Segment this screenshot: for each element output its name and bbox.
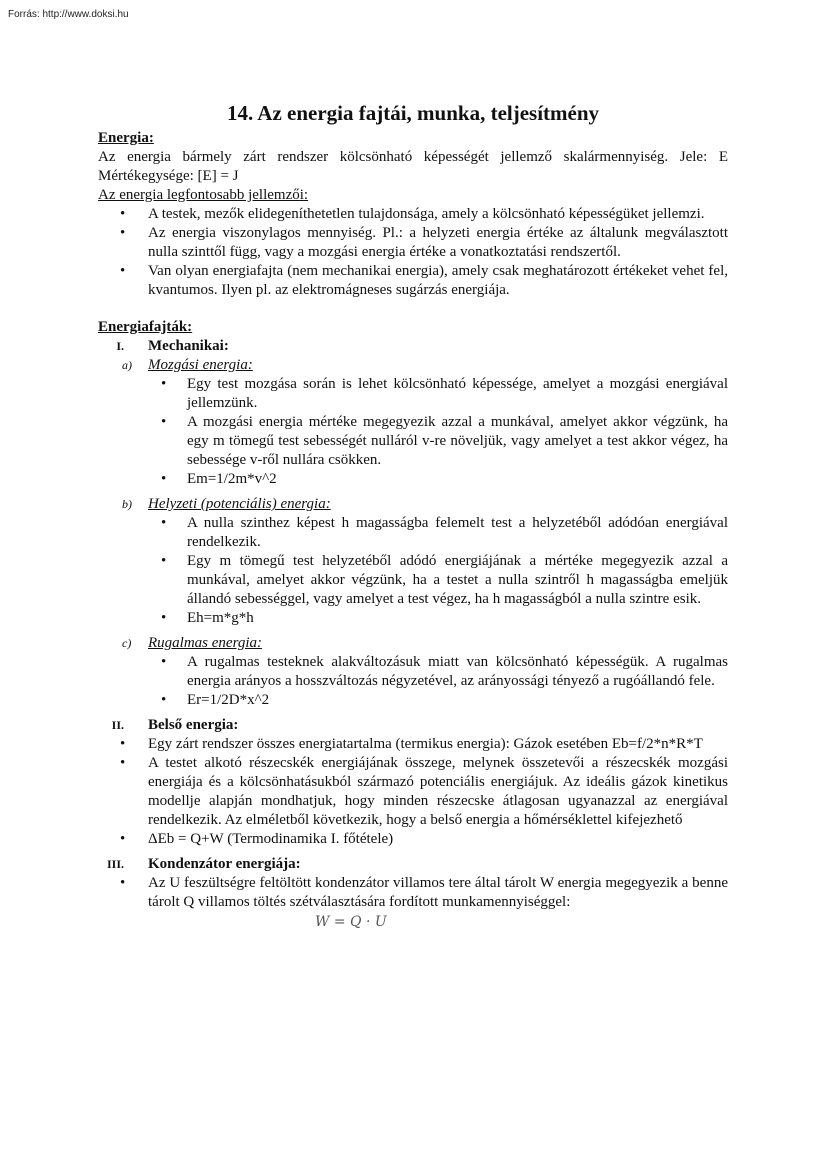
list-item: • Egy m tömegű test helyzetéből adódó energiájának a mértéke megegyezik azzal a munkával, amelyet akkor végzünk, ha a testet a nulla szintről h magasságba emeljük állandó sebességgel, vagy amelyet a test végez, ha h magasságból a nulla szintre esik.: [98, 552, 728, 609]
mozgasi-list: [98, 375, 728, 489]
subsection-title: Helyzeti (potenciális) energia:: [148, 496, 331, 512]
subsection-letter: c): [122, 636, 132, 650]
subsection-title: Mozgási energia:: [148, 357, 253, 373]
section-number: II.: [111, 718, 124, 732]
section-number: III.: [106, 857, 124, 871]
features-heading: Az energia legfontosabb jellemzői:: [98, 187, 309, 203]
formula: W = Q · U: [315, 914, 387, 930]
list-item: • Az energia viszonylagos mennyiség. Pl.: a helyzeti energia értéke az általunk megválasztott nulla szinttől függ, vagy a mozgási energia értéke a vonatkoztatási rendszertől.: [98, 224, 728, 262]
list-item: • Eh=m*g*h: [98, 609, 728, 628]
fajtak-heading: Energiafajták:: [98, 319, 193, 335]
kondenzator-list: [98, 874, 728, 912]
subsection-helyzeti: [98, 495, 728, 514]
page-title: 14. Az energia fajtái, munka, teljesítmény: [226, 101, 600, 125]
energia-heading: Energia:: [98, 130, 154, 146]
list-item: • A testek, mezők elidegeníthetetlen tulajdonsága, amely a kölcsönható képességüket jellemzi.: [98, 205, 728, 224]
subsection-letter: b): [122, 497, 132, 511]
features-list: [98, 205, 728, 300]
subsection-title: Rugalmas energia:: [148, 635, 263, 651]
list-item: • A mozgási energia mértéke megegyezik azzal a munkával, amelyet akkor végzünk, ha egy m tömegű test sebességét nulláról v-re növeljük, vagy amelyet a test akkor végez, ha sebessége v-ről nullára csökken.: [98, 413, 728, 470]
document-body: [98, 129, 728, 932]
section-kondenzator: [98, 855, 728, 874]
subsection-rugalmas: [98, 634, 728, 653]
list-item: • Egy test mozgása során is lehet kölcsönható képessége, amelyet a mozgási energiával jellemzünk.: [98, 375, 728, 413]
list-item: • A rugalmas testeknek alakváltozásuk miatt van kölcsönható képességük. A rugalmas energia arányos a hosszváltozás négyzetével, az arányossági tényező a rugóállandó fele.: [98, 653, 728, 691]
section-title: Kondenzátor energiája:: [148, 856, 301, 872]
section-title: Belső energia:: [148, 717, 239, 733]
helyzeti-list: [98, 514, 728, 628]
list-item: • Az U feszültségre feltöltött kondenzátor villamos tere által tárolt W energia megegyezik a benne tárolt Q villamos töltés szétválasztására fordított munkamennyiséggel:: [98, 874, 728, 912]
list-item: • Van olyan energiafajta (nem mechanikai energia), amely csak meghatározott értékeket vehet fel, kvantumos. Ilyen pl. az elektromágneses sugárzás energiája.: [98, 262, 728, 300]
belso-list: [98, 735, 728, 849]
subsection-letter: a): [122, 358, 132, 372]
list-item: • Egy zárt rendszer összes energiatartalma (termikus energia): Gázok esetében Eb=f/2*n*R*T: [98, 735, 728, 754]
energia-definition: Az energia bármely zárt rendszer kölcsönható képességét jellemző skalármennyiség. Jele: E Mértékegysége: [E] = J: [98, 149, 728, 184]
list-item: • A nulla szinthez képest h magasságba felemelt test a helyzetéből adódóan energiával rendelkezik.: [98, 514, 728, 552]
section-belso: [98, 716, 728, 735]
rugalmas-list: [98, 653, 728, 710]
section-number: I.: [116, 339, 124, 353]
list-item: • ΔEb = Q+W (Termodinamika I. főtétele): [98, 830, 728, 849]
source-note: Forrás: http://www.doksi.hu: [8, 9, 129, 20]
list-item: • Em=1/2m*v^2: [98, 470, 728, 489]
list-item: • A testet alkotó részecskék energiájának összege, melynek összetevői a részecskék mozgási energiája és a kölcsönhatásukból származó potenciális energiájuk. Az ideális gázok kinetikus modellje alapján mondhatjuk, hogy minden részecske átlagosan ugyanazzal az energiával rendelkezik. Az elméletből következik, hogy a belső energia a hőmérséklettel kifejezhető: [98, 754, 728, 830]
subsection-mozgasi: [98, 356, 728, 375]
section-title: Mechanikai:: [148, 338, 229, 354]
section-mechanikai: [98, 337, 728, 356]
list-item: • Er=1/2D*x^2: [98, 691, 728, 710]
